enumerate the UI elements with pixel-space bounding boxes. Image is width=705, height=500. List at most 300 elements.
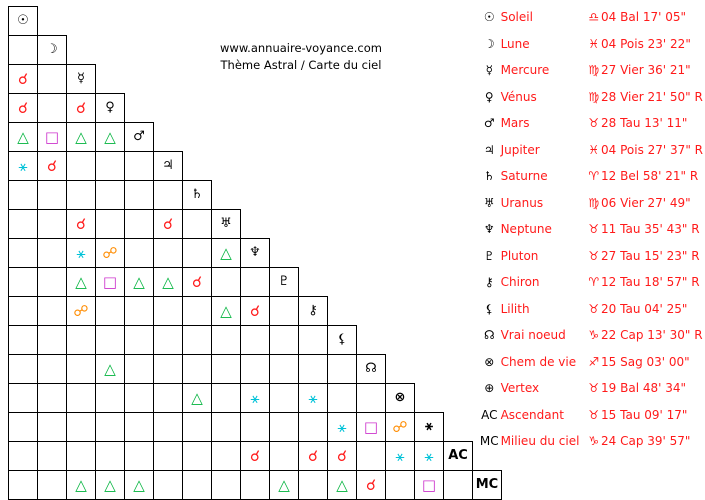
planet-glyph-icon: ⊗: [484, 354, 495, 369]
aspect-grid-spacer: [415, 268, 444, 297]
aspect-cell[interactable]: [154, 268, 183, 297]
aspect-grid-spacer: [299, 210, 328, 239]
aspect-symbol-sextile: ⚹: [250, 389, 260, 407]
aspect-cell[interactable]: [67, 297, 96, 326]
aspect-cell[interactable]: [96, 297, 125, 326]
aspect-grid-label-2: [67, 65, 96, 94]
aspect-cell[interactable]: [212, 471, 241, 500]
aspect-cell[interactable]: [183, 297, 212, 326]
planet-name: Mars: [500, 116, 530, 131]
aspect-cell[interactable]: [212, 384, 241, 413]
planet-name: Chem de vie: [500, 354, 577, 369]
aspect-cell[interactable]: [38, 471, 67, 500]
aspect-cell[interactable]: [67, 413, 96, 442]
planet-glyph: ⊗: [394, 390, 406, 405]
aspect-cell[interactable]: [38, 326, 67, 355]
aspect-cell[interactable]: [241, 355, 270, 384]
aspect-grid-spacer: [154, 65, 183, 94]
planet-glyph: ♆: [249, 245, 261, 260]
aspect-symbol-trine: △: [162, 273, 174, 291]
aspect-symbol-trine: △: [278, 476, 290, 494]
aspect-grid-spacer: [357, 239, 386, 268]
planet-row: [478, 296, 703, 323]
aspect-cell[interactable]: [183, 326, 212, 355]
planet-row: [478, 402, 703, 429]
aspect-grid-spacer: [357, 94, 386, 123]
zodiac-sign-icon: ♈: [588, 275, 600, 290]
aspect-grid-row: [9, 413, 502, 442]
aspect-cell[interactable]: [241, 413, 270, 442]
aspect-grid-spacer: [328, 7, 357, 36]
aspect-grid-spacer: [270, 239, 299, 268]
aspect-grid-row: [9, 7, 502, 36]
planet-glyph-icon: ♅: [483, 195, 495, 210]
planet-glyph: ♇: [278, 274, 290, 289]
aspect-symbol-conjunction: ☌: [336, 447, 348, 465]
planet-position: 27 Tau 15' 23" R: [601, 248, 700, 263]
aspect-cell[interactable]: [125, 210, 154, 239]
zodiac-sign-icon: ♍: [588, 89, 600, 104]
aspect-cell[interactable]: [67, 384, 96, 413]
planet-row: [478, 243, 703, 270]
aspect-cell[interactable]: [9, 297, 38, 326]
planet-name: Soleil: [500, 10, 533, 25]
aspect-cell[interactable]: [270, 471, 299, 500]
aspect-grid-spacer: [357, 123, 386, 152]
aspect-cell[interactable]: [67, 471, 96, 500]
zodiac-sign-icon: ♑: [588, 434, 600, 449]
planet-glyph: ⚹: [425, 419, 433, 434]
aspect-cell[interactable]: [212, 326, 241, 355]
aspect-cell[interactable]: [67, 181, 96, 210]
aspect-grid-spacer: [386, 297, 415, 326]
planet-glyph-icon: MC: [479, 434, 499, 449]
aspect-cell[interactable]: [96, 181, 125, 210]
chart-title-block: [196, 40, 406, 74]
aspect-cell[interactable]: [212, 239, 241, 268]
aspect-cell[interactable]: [67, 355, 96, 384]
aspect-cell[interactable]: [241, 442, 270, 471]
aspect-grid-spacer: [444, 413, 473, 442]
aspect-grid-spacer: [299, 94, 328, 123]
aspect-cell[interactable]: [154, 297, 183, 326]
aspect-grid-spacer: [328, 210, 357, 239]
aspect-symbol-square: □: [421, 476, 437, 494]
planet-position: 06 Vier 27' 49": [601, 195, 691, 210]
aspect-symbol-conjunction: ☌: [365, 476, 377, 494]
aspect-cell[interactable]: [67, 123, 96, 152]
planet-glyph: ⚸: [337, 332, 347, 347]
aspect-cell[interactable]: [96, 210, 125, 239]
aspect-grid-spacer: [241, 94, 270, 123]
aspect-grid-label-16: [473, 471, 502, 500]
aspect-cell[interactable]: [38, 181, 67, 210]
aspect-cell[interactable]: [154, 355, 183, 384]
aspect-cell[interactable]: [415, 471, 444, 500]
planet-name: Lune: [500, 36, 530, 51]
aspect-symbol-conjunction: ☌: [162, 215, 174, 233]
aspect-cell[interactable]: [299, 384, 328, 413]
aspect-cell[interactable]: [67, 210, 96, 239]
planet-glyph-icon: ⚷: [484, 275, 494, 290]
aspect-cell[interactable]: [212, 442, 241, 471]
aspect-grid-spacer: [444, 36, 473, 65]
aspect-grid-spacer: [444, 326, 473, 355]
planet-glyph-icon: ☊: [483, 328, 495, 343]
planet-row: [478, 428, 703, 455]
aspect-grid-spacer: [270, 152, 299, 181]
zodiac-sign-icon: ♉: [588, 116, 600, 131]
aspect-symbol-opposition: ☍: [73, 302, 89, 320]
aspect-grid-spacer: [328, 268, 357, 297]
planet-position: 15 Tau 09' 17": [601, 407, 688, 422]
zodiac-sign-icon: ♑: [588, 328, 600, 343]
aspect-cell[interactable]: [38, 268, 67, 297]
aspect-symbol-opposition: ☍: [392, 418, 408, 436]
aspect-grid-spacer: [415, 94, 444, 123]
zodiac-sign-icon: ♎: [588, 10, 600, 25]
aspect-cell[interactable]: [183, 471, 212, 500]
aspect-grid-spacer: [183, 152, 212, 181]
aspect-cell[interactable]: [241, 297, 270, 326]
aspect-symbol-trine: △: [104, 360, 116, 378]
aspect-grid-spacer: [212, 94, 241, 123]
planet-position: 12 Tau 18' 57" R: [601, 275, 700, 290]
aspect-cell[interactable]: [328, 355, 357, 384]
aspect-cell[interactable]: [212, 268, 241, 297]
aspect-grid-spacer: [328, 94, 357, 123]
aspect-cell[interactable]: [183, 384, 212, 413]
aspect-symbol-conjunction: ☌: [46, 157, 58, 175]
aspect-grid-spacer: [444, 239, 473, 268]
planet-position: 19 Bal 48' 34": [601, 381, 687, 396]
aspect-cell[interactable]: [38, 152, 67, 181]
aspect-cell[interactable]: [96, 123, 125, 152]
aspect-cell[interactable]: [357, 384, 386, 413]
planet-glyph-icon: ☉: [483, 10, 495, 25]
aspect-cell[interactable]: [357, 442, 386, 471]
planet-row: [478, 269, 703, 296]
planet-row: [478, 190, 703, 217]
aspect-cell[interactable]: [38, 297, 67, 326]
aspect-grid-spacer: [328, 123, 357, 152]
planet-name: Neptune: [500, 222, 552, 237]
aspect-cell[interactable]: [96, 355, 125, 384]
aspect-cell[interactable]: [444, 471, 473, 500]
planet-name: Jupiter: [500, 142, 540, 157]
aspect-symbol-conjunction: ☌: [249, 447, 261, 465]
aspect-cell[interactable]: [96, 442, 125, 471]
aspect-cell[interactable]: [328, 384, 357, 413]
aspect-cell[interactable]: [9, 123, 38, 152]
planet-name: Chiron: [500, 275, 540, 290]
aspect-cell[interactable]: [270, 355, 299, 384]
aspect-cell[interactable]: [9, 268, 38, 297]
aspect-grid-label-10: [299, 297, 328, 326]
aspect-cell[interactable]: [9, 210, 38, 239]
aspect-cell[interactable]: [328, 413, 357, 442]
aspect-cell[interactable]: [9, 36, 38, 65]
aspect-grid-spacer: [183, 123, 212, 152]
planet-position: 04 Pois 23' 22": [601, 36, 691, 51]
aspect-grid-label-14: [415, 413, 444, 442]
aspect-cell[interactable]: [270, 442, 299, 471]
aspect-cell[interactable]: [386, 442, 415, 471]
aspect-cell[interactable]: [125, 471, 154, 500]
aspect-cell[interactable]: [125, 152, 154, 181]
aspect-cell[interactable]: [183, 442, 212, 471]
aspect-cell[interactable]: [183, 268, 212, 297]
aspect-grid-spacer: [386, 123, 415, 152]
aspect-cell[interactable]: [96, 413, 125, 442]
aspect-cell[interactable]: [270, 297, 299, 326]
aspect-grid-spacer: [154, 7, 183, 36]
aspect-cell[interactable]: [270, 384, 299, 413]
aspect-cell[interactable]: [38, 442, 67, 471]
aspect-grid-label-6: [183, 181, 212, 210]
planet-row: [478, 216, 703, 243]
aspect-grid-spacer: [96, 36, 125, 65]
aspect-cell[interactable]: [67, 94, 96, 123]
aspect-cell[interactable]: [9, 326, 38, 355]
aspect-grid-spacer: [96, 65, 125, 94]
aspect-cell[interactable]: [96, 152, 125, 181]
aspect-grid-spacer: [357, 7, 386, 36]
aspect-symbol-trine: △: [133, 476, 145, 494]
aspect-cell[interactable]: [96, 268, 125, 297]
aspect-grid-spacer: [386, 355, 415, 384]
aspect-grid-spacer: [444, 384, 473, 413]
aspect-grid-spacer: [154, 94, 183, 123]
aspect-grid-spacer: [415, 7, 444, 36]
aspect-cell[interactable]: [125, 297, 154, 326]
planet-position: 22 Cap 13' 30" R: [601, 328, 703, 343]
aspect-cell[interactable]: [328, 442, 357, 471]
aspect-grid-spacer: [357, 268, 386, 297]
aspect-grid-spacer: [444, 355, 473, 384]
aspect-cell[interactable]: [9, 384, 38, 413]
aspect-grid-spacer: [299, 181, 328, 210]
aspect-grid-label-12: [357, 355, 386, 384]
planet-name: Vénus: [500, 89, 537, 104]
aspect-cell[interactable]: [183, 239, 212, 268]
aspect-grid-spacer: [415, 36, 444, 65]
aspect-cell[interactable]: [299, 326, 328, 355]
aspect-grid-row: [9, 123, 502, 152]
aspect-grid-spacer: [357, 181, 386, 210]
aspect-cell[interactable]: [357, 413, 386, 442]
aspect-grid-spacer: [67, 7, 96, 36]
planet-position: 11 Tau 35' 43" R: [601, 222, 700, 237]
aspect-cell[interactable]: [9, 442, 38, 471]
aspect-cell[interactable]: [415, 442, 444, 471]
aspect-cell[interactable]: [125, 239, 154, 268]
aspect-cell[interactable]: [125, 326, 154, 355]
aspect-cell[interactable]: [154, 384, 183, 413]
aspect-symbol-sextile: ⚹: [18, 157, 28, 175]
aspect-cell[interactable]: [125, 413, 154, 442]
aspect-grid-spacer: [328, 297, 357, 326]
aspect-grid-spacer: [415, 384, 444, 413]
aspect-cell[interactable]: [9, 413, 38, 442]
aspect-cell[interactable]: [270, 326, 299, 355]
aspect-grid-spacer: [299, 123, 328, 152]
chart-subtitle: Thème Astral / Carte du ciel: [220, 58, 382, 72]
aspect-cell[interactable]: [154, 210, 183, 239]
aspect-grid-spacer: [125, 7, 154, 36]
aspect-symbol-trine: △: [75, 476, 87, 494]
aspect-cell[interactable]: [125, 442, 154, 471]
aspect-cell[interactable]: [125, 268, 154, 297]
planet-glyph: ☿: [77, 71, 85, 86]
aspect-cell[interactable]: [212, 355, 241, 384]
aspect-cell[interactable]: [9, 181, 38, 210]
planet-name: Mercure: [500, 63, 550, 78]
aspect-symbol-sextile: ⚹: [76, 244, 86, 262]
aspect-cell[interactable]: [38, 239, 67, 268]
aspect-symbol-trine: △: [17, 128, 29, 146]
aspect-cell[interactable]: [67, 326, 96, 355]
planet-row: [478, 163, 703, 190]
aspect-cell[interactable]: [125, 384, 154, 413]
aspect-symbol-trine: △: [220, 244, 232, 262]
aspect-grid-spacer: [415, 239, 444, 268]
aspect-grid-spacer: [212, 181, 241, 210]
aspect-cell[interactable]: [125, 181, 154, 210]
aspect-cell[interactable]: [154, 471, 183, 500]
aspect-grid-label-11: [328, 326, 357, 355]
aspect-cell[interactable]: [154, 181, 183, 210]
aspect-cell[interactable]: [125, 355, 154, 384]
planet-name: Milieu du ciel: [500, 434, 580, 449]
aspect-grid-spacer: [357, 326, 386, 355]
aspect-cell[interactable]: [357, 471, 386, 500]
aspect-grid-spacer: [328, 181, 357, 210]
aspect-cell[interactable]: [154, 442, 183, 471]
aspect-grid-spacer: [212, 123, 241, 152]
aspect-cell[interactable]: [183, 355, 212, 384]
aspect-symbol-trine: △: [104, 128, 116, 146]
aspect-grid-spacer: [444, 181, 473, 210]
planet-glyph-icon: ♆: [483, 222, 495, 237]
aspect-grid-spacer: [299, 239, 328, 268]
planet-row: [478, 137, 703, 164]
aspect-cell[interactable]: [154, 413, 183, 442]
planet-row: [478, 110, 703, 137]
aspect-cell[interactable]: [38, 355, 67, 384]
aspect-cell[interactable]: [96, 326, 125, 355]
aspect-grid-spacer: [270, 181, 299, 210]
aspect-cell[interactable]: [154, 326, 183, 355]
aspect-symbol-conjunction: ☌: [17, 99, 29, 117]
aspect-grid-spacer: [386, 181, 415, 210]
aspect-grid-spacer: [241, 181, 270, 210]
aspect-symbol-trine: △: [75, 273, 87, 291]
planet-row: [478, 4, 703, 31]
aspect-grid-spacer: [415, 152, 444, 181]
aspect-cell[interactable]: [9, 471, 38, 500]
aspect-cell[interactable]: [386, 413, 415, 442]
aspect-cell[interactable]: [38, 65, 67, 94]
aspect-symbol-sextile: ⚹: [308, 389, 318, 407]
site-url: www.annuaire-voyance.com: [220, 41, 382, 55]
aspect-cell[interactable]: [241, 471, 270, 500]
aspect-grid-spacer: [183, 94, 212, 123]
aspect-cell[interactable]: [212, 413, 241, 442]
aspect-grid-label-8: [241, 239, 270, 268]
aspect-cell[interactable]: [183, 413, 212, 442]
aspect-symbol-conjunction: ☌: [249, 302, 261, 320]
aspect-grid-label-5: [154, 152, 183, 181]
aspect-cell[interactable]: [67, 442, 96, 471]
aspect-cell[interactable]: [241, 326, 270, 355]
aspect-cell[interactable]: [38, 384, 67, 413]
aspect-symbol-conjunction: ☌: [17, 70, 29, 88]
zodiac-sign-icon: ♈: [588, 169, 600, 184]
aspect-cell[interactable]: [67, 239, 96, 268]
aspect-cell[interactable]: [96, 239, 125, 268]
planet-name: Uranus: [500, 195, 544, 210]
aspect-cell[interactable]: [38, 413, 67, 442]
planet-position: 27 Vier 36' 21": [601, 63, 691, 78]
aspect-cell[interactable]: [96, 471, 125, 500]
aspect-cell[interactable]: [299, 355, 328, 384]
aspect-cell[interactable]: [9, 355, 38, 384]
planet-name: Ascendant: [500, 407, 564, 422]
planet-position: 28 Tau 13' 11": [601, 116, 688, 131]
aspect-cell[interactable]: [9, 65, 38, 94]
planet-positions-table: [478, 4, 703, 455]
aspect-cell[interactable]: [38, 123, 67, 152]
aspect-cell[interactable]: [386, 471, 415, 500]
aspect-grid-spacer: [241, 152, 270, 181]
aspect-cell[interactable]: [38, 210, 67, 239]
aspect-grid-label-0: [9, 7, 38, 36]
aspect-cell[interactable]: [299, 471, 328, 500]
aspect-grid-spacer: [270, 123, 299, 152]
aspect-grid-spacer: [415, 65, 444, 94]
aspect-symbol-sextile: ⚹: [395, 447, 405, 465]
aspect-cell[interactable]: [183, 210, 212, 239]
aspect-cell[interactable]: [241, 384, 270, 413]
planet-position: 24 Cap 39' 57": [601, 434, 691, 449]
aspect-cell[interactable]: [96, 384, 125, 413]
aspect-cell[interactable]: [9, 94, 38, 123]
planet-glyph: ♄: [191, 187, 203, 202]
aspect-cell[interactable]: [38, 94, 67, 123]
aspect-cell[interactable]: [299, 413, 328, 442]
aspect-symbol-trine: △: [336, 476, 348, 494]
aspect-grid-row: [9, 210, 502, 239]
planet-row: [478, 57, 703, 84]
aspect-cell[interactable]: [299, 442, 328, 471]
aspect-symbol-conjunction: ☌: [191, 273, 203, 291]
planet-position: 04 Pois 27' 37" R: [601, 142, 703, 157]
aspect-cell[interactable]: [241, 268, 270, 297]
aspect-cell[interactable]: [67, 152, 96, 181]
aspect-cell[interactable]: [328, 471, 357, 500]
aspect-symbol-trine: △: [220, 302, 232, 320]
aspect-cell[interactable]: [212, 297, 241, 326]
planet-glyph: ☉: [17, 13, 29, 28]
aspect-cell[interactable]: [270, 413, 299, 442]
aspect-cell[interactable]: [154, 239, 183, 268]
planet-position: 15 Sag 03' 00": [601, 354, 690, 369]
aspect-cell[interactable]: [9, 239, 38, 268]
zodiac-sign-icon: ♉: [588, 222, 600, 237]
aspect-cell[interactable]: [9, 152, 38, 181]
aspect-cell[interactable]: [67, 268, 96, 297]
